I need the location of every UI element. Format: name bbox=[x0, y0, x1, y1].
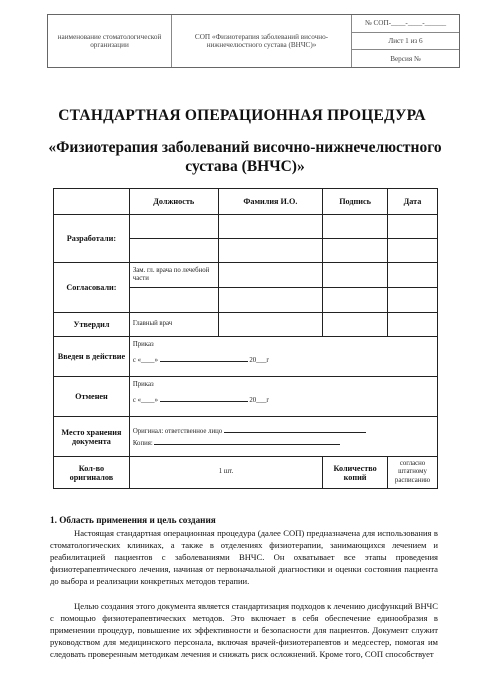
order-label: Приказ bbox=[132, 341, 154, 348]
table-row bbox=[54, 337, 438, 377]
table-row bbox=[54, 377, 438, 417]
paragraph-1: Настоящая стандартная операционная процедура (далее СОП) предназначена для использования в стоматологических клиниках, а также в отделениях физиотерапии, занимающихся лечением и реабилитацией пациентов с заболеваниями ВНЧС. Он охватывает все этапы проведения физиотерапевтического лечения, начиная от первоначальной диагностики и оценки состояния пациента до выбора и реализации конкретных методов терапии. bbox=[50, 528, 438, 586]
row-developed: Разработали: bbox=[54, 215, 130, 263]
approval-table bbox=[53, 188, 438, 489]
storage-info bbox=[129, 417, 437, 457]
col-position: Должность bbox=[129, 189, 218, 215]
header-meta bbox=[352, 15, 459, 67]
document-header bbox=[47, 14, 460, 68]
copies-value: согласно штатному расписанию bbox=[388, 457, 438, 489]
version-number: Версия № bbox=[390, 54, 421, 63]
enacted-order bbox=[129, 337, 437, 377]
table-row bbox=[54, 215, 438, 239]
table-row bbox=[54, 417, 438, 457]
paragraph-2: Целью создания этого документа является стандартизация подходов к лечению дисфункций ВНЧС с помощью физиотерапевтических методов. Это включает в себя обеспечение единообразия в применении процедур, повышение их эффективности и безопасности для пациентов. Документ служит руководством для медицинского персонала, включая врачей-физиотерапевтов и медсестер, помогая им следовать проверенным методикам лечения и снижать риск осложнений. Кроме того, СОП способствует bbox=[50, 601, 438, 659]
table-row bbox=[54, 457, 438, 489]
date-prefix: с «____» bbox=[132, 357, 158, 365]
cancelled-order bbox=[129, 377, 437, 417]
date-suffix: 20___г bbox=[249, 397, 270, 405]
header-sop-title: СОП «Физиотерапия заболеваний височно-нижнечелюстного сустава (ВНЧС)» bbox=[172, 15, 352, 67]
originals-value: 1 шт. bbox=[129, 457, 322, 489]
row-enacted: Введен в действие bbox=[54, 337, 130, 377]
table-row bbox=[54, 263, 438, 288]
date-fill-line bbox=[160, 394, 248, 402]
date-fill-line bbox=[160, 354, 248, 362]
date-suffix: 20___г bbox=[249, 357, 270, 365]
date-prefix: с «____» bbox=[132, 397, 158, 405]
row-approved: Утвердил bbox=[54, 313, 130, 337]
row-originals: Кол-во оригиналов bbox=[54, 457, 130, 489]
document-subtitle: «Физиотерапия заболеваний височно-нижнечелюстного сустава (ВНЧС)» bbox=[48, 139, 442, 175]
storage-copy: Копия: bbox=[132, 439, 153, 447]
order-label: Приказ bbox=[132, 381, 154, 388]
table-header-row bbox=[54, 189, 438, 215]
agreed-position: Зам. гл. врача по лечебной части bbox=[129, 263, 218, 288]
storage-original-line bbox=[224, 425, 366, 433]
storage-original: Оригинал: ответственное лицо bbox=[132, 428, 223, 436]
sheet-number: Лист 1 из 6 bbox=[352, 33, 459, 51]
row-agreed: Согласовали: bbox=[54, 263, 130, 313]
row-storage: Место хранения документа bbox=[54, 417, 130, 457]
org-name: наименование стоматологической организации bbox=[48, 15, 172, 67]
col-signature: Подпись bbox=[323, 189, 388, 215]
col-date: Дата bbox=[388, 189, 438, 215]
storage-copy-line bbox=[154, 437, 340, 445]
copies-label: Количество копий bbox=[323, 457, 388, 489]
sop-number: № СОП-____-____-______ bbox=[352, 15, 459, 33]
table-row bbox=[54, 313, 438, 337]
section-1-title: 1. Область применения и цель создания bbox=[50, 515, 216, 525]
col-name: Фамилия И.О. bbox=[218, 189, 323, 215]
row-cancelled: Отменен bbox=[54, 377, 130, 417]
approved-position: Главный врач bbox=[129, 313, 218, 337]
document-title: СТАНДАРТНАЯ ОПЕРАЦИОННАЯ ПРОЦЕДУРА bbox=[58, 107, 426, 124]
